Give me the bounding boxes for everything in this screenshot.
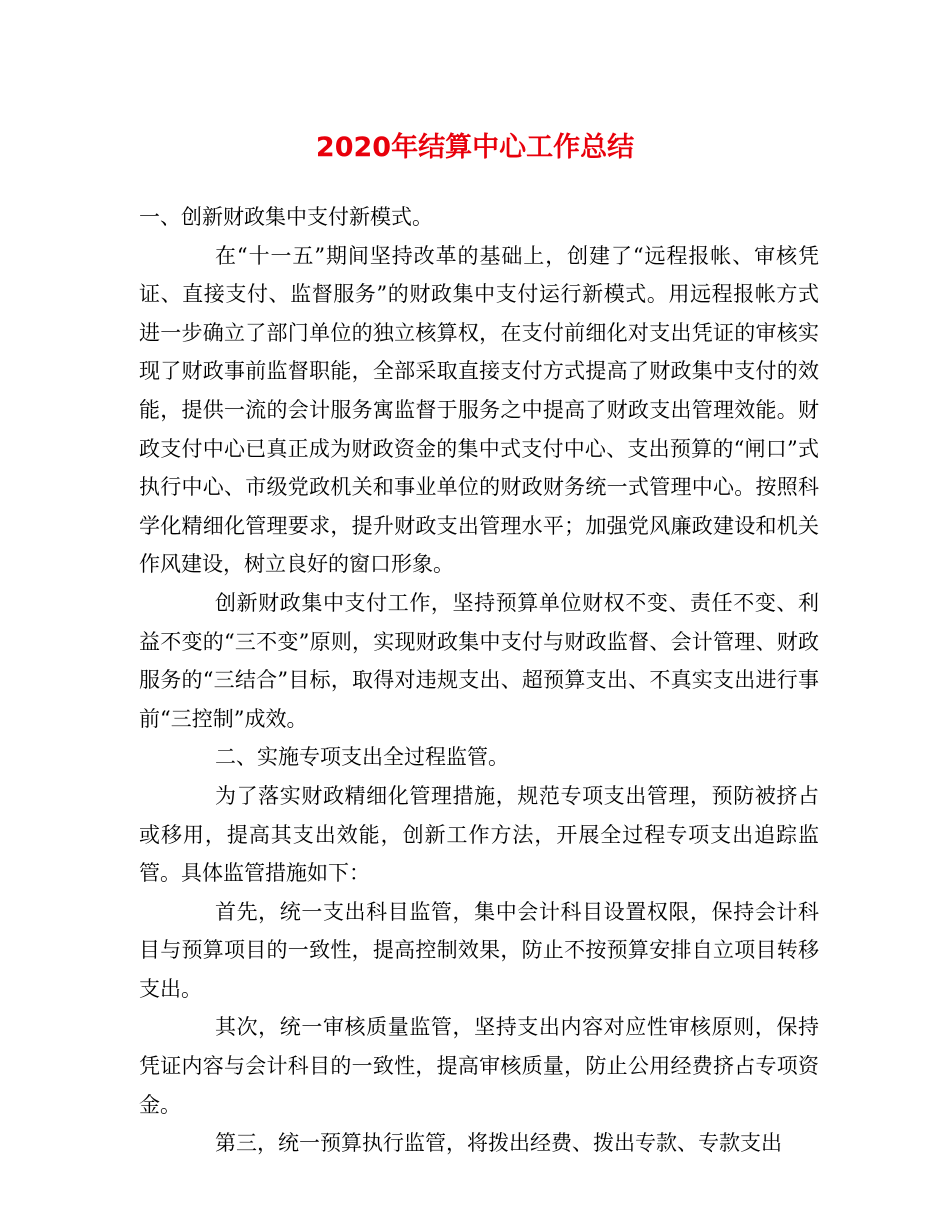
document-title: 2020年结算中心工作总结 bbox=[315, 132, 635, 163]
paragraph: 首先，统一支出科目监管，集中会计科目设置权限，保持会计科目与预算项目的一致性，提高控制效果，防止不按预算安排自立项目转移支出。 bbox=[139, 899, 819, 1001]
document-body bbox=[139, 198, 819, 1163]
section-heading-1: 一、创新财政集中支付新模式。 bbox=[139, 205, 433, 229]
paragraph: 创新财政集中支付工作，坚持预算单位财权不变、责任不变、利益不变的“三不变”原则，实现财政集中支付与财政监督、会计管理、财政服务的“三结合”目标，取得对违规支出、超预算支出、不真实支出进行事前“三控制”成效。 bbox=[139, 590, 819, 731]
paragraph: 在“十一五”期间坚持改革的基础上，创建了“远程报帐、审核凭证、直接支付、监督服务”的财政集中支付运行新模式。用远程报帐方式进一步确立了部门单位的独立核算权，在支付前细化对支出凭证的审核实现了财政事前监督职能，全部采取直接支付方式提高了财政集中支付的效能，提供一流的会计服务寓监督于服务之中提高了财政支出管理效能。财政支付中心已真正成为财政资金的集中式支付中心、支出预算的“闸口”式执行中心、市级党政机关和事业单位的财政财务统一式管理中心。按照科学化精细化管理要求，提升财政支出管理水平；加强党风廉政建设和机关作风建设，树立良好的窗口形象。 bbox=[139, 243, 819, 577]
paragraph: 第三，统一预算执行监管，将拨出经费、拨出专款、专款支出 bbox=[215, 1131, 782, 1156]
paragraph: 其次，统一审核质量监管，坚持支出内容对应性审核原则，保持凭证内容与会计科目的一致性，提高审核质量，防止公用经费挤占专项资金。 bbox=[139, 1015, 819, 1117]
section-heading-2: 二、实施专项支出全过程监管。 bbox=[215, 745, 509, 770]
paragraph: 为了落实财政精细化管理措施，规范专项支出管理，预防被挤占或移用，提高其支出效能，创新工作方法，开展全过程专项支出追踪监管。具体监管措施如下： bbox=[139, 783, 819, 886]
